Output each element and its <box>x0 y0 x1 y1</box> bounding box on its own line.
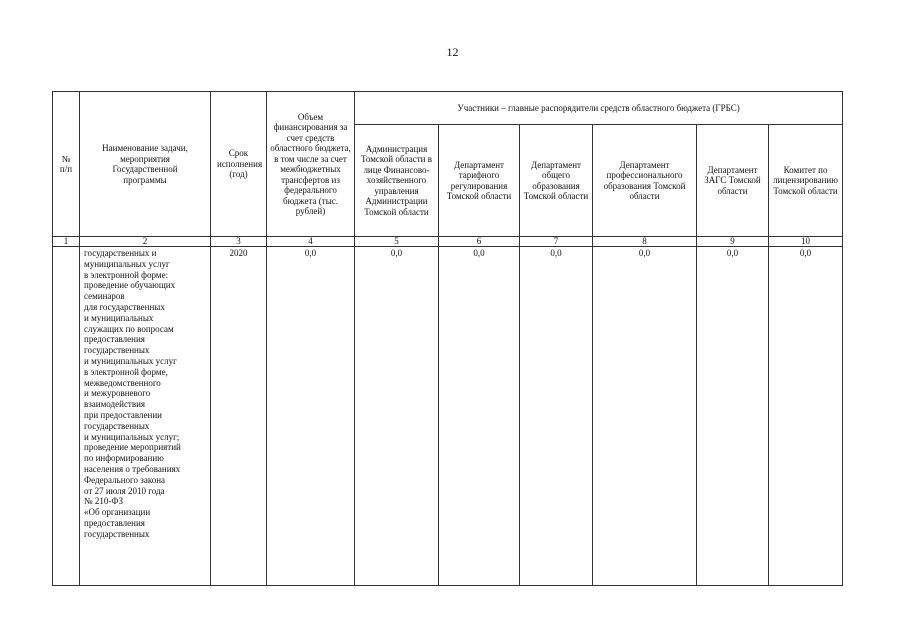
row-num <box>53 247 80 586</box>
row-value-administration: 0,0 <box>355 247 439 586</box>
header-term: Срок исполнения (год) <box>211 92 267 237</box>
row-year: 2020 <box>211 247 267 586</box>
column-number: 10 <box>769 237 843 247</box>
row-value-professional-education: 0,0 <box>593 247 697 586</box>
column-number: 3 <box>211 237 267 247</box>
row-value-tariff: 0,0 <box>439 247 520 586</box>
column-number: 7 <box>520 237 593 247</box>
header-grbs-licensing: Комитет по лицензированию Томской области <box>769 125 843 237</box>
header-financing: Объем финансирования за счет средств областного бюджета, в том числе за счет межбюджетных трансфертов из федерального бюджета (тыс. рублей) <box>267 92 355 237</box>
row-value-licensing: 0,0 <box>769 247 843 586</box>
column-number: 8 <box>593 237 697 247</box>
row-description: государственных и муниципальных услуг в электронной форме: проведение обучающих семинаров для государственных и муниципальных служащих по вопросам предоставления государственных и муниципальных услуг в электронной форме, межведомственного и межуровневого взаимодействия при предоставлении государственных и муниципальных услуг; проведение мероприятий по информированию населения о требованиях Федерального закона от 27 июля 2010 года № 210-ФЗ «Об организации предоставления государственных <box>80 247 211 586</box>
page-number: 12 <box>446 45 459 59</box>
column-number: 1 <box>53 237 80 247</box>
header-grbs-tariff: Департамент тарифного регулирования Томской области <box>439 125 520 237</box>
column-number: 5 <box>355 237 439 247</box>
header-grbs-professional-education: Департамент профессионального образования Томской области <box>593 125 697 237</box>
program-table <box>52 91 843 586</box>
row-value-financing: 0,0 <box>267 247 355 586</box>
table-row <box>53 247 843 586</box>
header-grbs-zags: Департамент ЗАГС Томской области <box>697 125 769 237</box>
header-grbs-general-education: Департамент общего образования Томской области <box>520 125 593 237</box>
header-task-name: Наименование задачи, мероприятия Государственной программы <box>80 92 211 237</box>
column-number: 9 <box>697 237 769 247</box>
header-num: № п/п <box>53 92 80 237</box>
column-number: 6 <box>439 237 520 247</box>
row-value-general-education: 0,0 <box>520 247 593 586</box>
row-value-zags: 0,0 <box>697 247 769 586</box>
header-grbs-administration: Администрация Томской области в лице Финансово-хозяйственного управления Администрации Томской области <box>355 125 439 237</box>
header-participants: Участники – главные распорядители средств областного бюджета (ГРБС) <box>355 92 843 125</box>
column-number: 4 <box>267 237 355 247</box>
column-number: 2 <box>80 237 211 247</box>
